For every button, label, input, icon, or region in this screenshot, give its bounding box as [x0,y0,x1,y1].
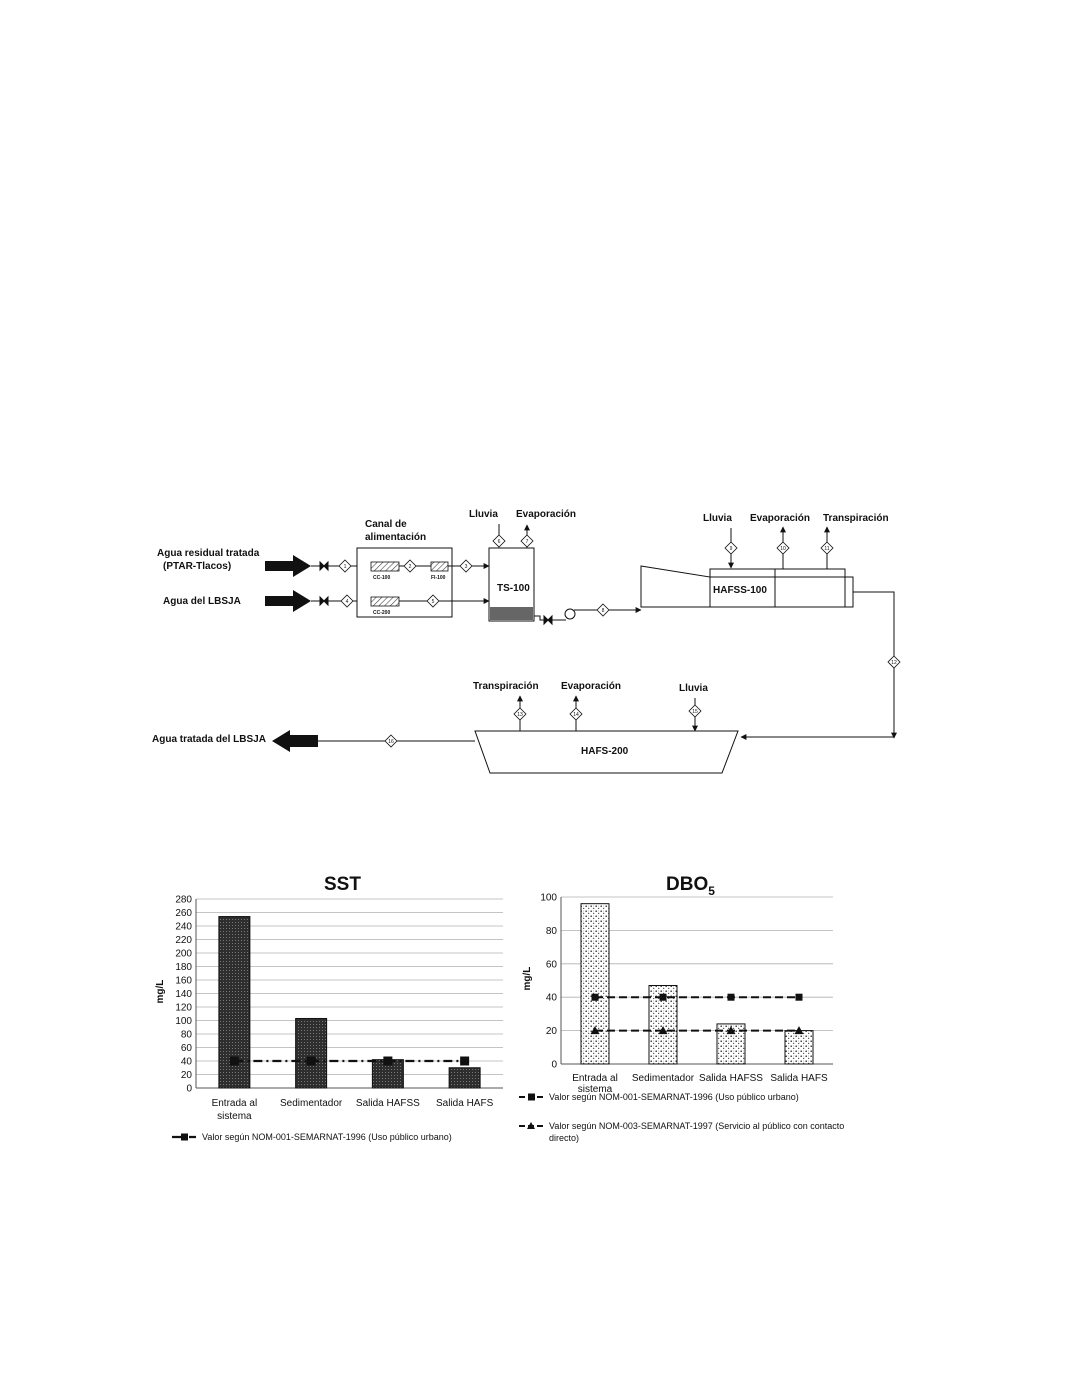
bar [785,1031,813,1064]
stream-number: 13 [517,712,523,718]
stream-marker [493,535,505,547]
x-tick-label: Entrada al [211,1098,258,1109]
stream-number: 6 [497,539,501,545]
y-tick-label: 60 [545,959,557,971]
stream-number: 11 [824,546,830,552]
legend-entry [172,1132,452,1142]
stream-number: 15 [692,709,698,715]
pump-icon [565,609,575,619]
line-point [592,994,599,1001]
cc100-label: CC-100 [373,575,391,581]
x-tick-label: Sedimentador [279,1098,343,1109]
cc100-unit [371,562,399,571]
ts100-evaporacion-label: Evaporación [516,509,577,520]
y-tick-label: 100 [175,1016,192,1027]
hafs-transpiracion-label: Transpiración [473,681,539,692]
hafss-lluvia-label: Lluvia [703,513,732,524]
y-tick-label: 180 [175,962,192,973]
stream-marker [888,656,900,668]
stream-number: 9 [729,546,733,552]
output-arrow [272,730,318,752]
legend-entry [519,1092,799,1102]
line-point [230,1057,239,1066]
x-tick-label: Salida HAFSS [355,1098,420,1109]
canal-label-1: Canal de [365,519,407,530]
input-arrow-2 [265,590,311,612]
stream-marker [521,535,533,547]
y-tick-label: 200 [175,948,192,960]
chart-title-subscript: 5 [708,884,715,898]
stream-marker [821,542,833,554]
fi100-label: FI-100 [431,575,446,581]
stream-marker [570,708,582,720]
line-point [383,1057,392,1066]
stream-number: 16 [388,739,394,745]
y-tick-label: 0 [186,1083,192,1095]
stream-marker [725,542,737,554]
chart-title: SST [324,874,361,895]
hafs-evaporacion-label: Evaporación [561,681,622,692]
x-tick-label: Sedimentador [631,1073,695,1084]
stream-number: 12 [891,660,897,666]
cc200-unit [371,597,399,606]
y-tick-label: 80 [180,1029,192,1041]
y-axis-label: mg/L [155,979,166,1004]
legend-label: Valor según NOM-003-SEMARNAT-1997 (Servicio al público con contacto [549,1121,845,1131]
stream-number: 7 [525,539,529,545]
x-tick-label: Salida HAFSS [699,1073,763,1084]
y-tick-label: 20 [180,1070,192,1081]
y-tick-label: 220 [175,935,192,946]
stream-marker [341,595,353,607]
input-label-agua-residual: Agua residual tratada [157,548,260,559]
chart-title: $DBO_5$ [666,874,715,898]
cc200-label: CC-200 [373,610,391,616]
hafs-lluvia-label: Lluvia [679,683,708,694]
ts100-lluvia-label: Lluvia [469,509,498,520]
process-flow-diagram [152,509,900,773]
stream-number: 3 [464,564,468,570]
stream-marker [427,595,439,607]
y-tick-label: 120 [175,1002,192,1014]
valve-icon-3 [544,616,552,624]
bar [449,1068,480,1088]
x-tick-label: Salida HAFS [770,1073,828,1084]
output-label: Agua tratada del LBSJA [152,734,266,745]
y-tick-label: 0 [551,1059,557,1071]
input-label-agua-lbsja: Agua del LBSJA [163,596,241,607]
stream-marker [689,705,701,717]
stream-marker [460,560,472,572]
legend-entry [519,1121,844,1143]
y-axis-label: mg/L [522,966,533,991]
input-arrow-1 [265,555,311,577]
y-tick-label: 260 [175,908,192,919]
hafs200-label: HAFS-200 [581,746,629,757]
hafss-transpiracion-label: Transpiración [823,513,889,524]
legend-label: Valor según NOM-001-SEMARNAT-1996 (Uso público urbano) [202,1132,452,1142]
line-point [660,994,667,1001]
y-tick-label: 160 [175,975,192,987]
y-tick-label: 140 [175,989,192,1000]
stream-marker [777,542,789,554]
stream-marker [514,708,526,720]
stream-number: 1 [343,564,347,570]
bar [581,904,609,1064]
hafss-evaporacion-label: Evaporación [750,513,811,524]
y-tick-label: 40 [180,1056,192,1068]
x-tick-label: Salida HAFS [436,1098,494,1109]
y-tick-label: 60 [180,1043,192,1054]
stream-marker [385,735,397,747]
line-point [307,1057,316,1066]
y-tick-label: 20 [545,1026,557,1038]
x-tick-label: Entrada al [572,1073,618,1084]
sst-chart [155,874,503,1142]
stream-number: 8 [601,608,605,614]
stream-marker [404,560,416,572]
y-tick-label: 100 [540,892,557,904]
stream-markers [339,535,900,747]
x-tick-label: sistema [577,1084,613,1095]
line-point [796,994,803,1001]
line-point [460,1057,469,1066]
y-tick-label: 80 [545,925,557,937]
line-point [728,994,735,1001]
stream-marker [339,560,351,572]
legend-label: Valor según NOM-001-SEMARNAT-1996 (Uso público urbano) [549,1092,799,1102]
input-label-ptar: (PTAR-Tlacos) [163,561,232,572]
stream-number: 10 [780,546,786,552]
canal-alimentacion-box [357,548,452,617]
stream-number: 14 [573,712,579,718]
stream-number: 5 [431,599,435,605]
stream-number: 4 [345,599,349,605]
bar [296,1018,327,1088]
canal-label-2: alimentación [365,532,427,543]
y-tick-label: 240 [175,921,192,933]
ts100-sediment [490,607,533,620]
legend-label: directo) [549,1133,580,1143]
y-tick-label: 280 [175,894,192,906]
stream-number: 2 [408,564,412,570]
x-tick-label: sistema [217,1111,252,1122]
y-tick-label: 40 [545,992,557,1004]
dbo5-chart [519,874,844,1143]
stream-marker [597,604,609,616]
ts100-label: TS-100 [497,583,530,594]
hafss100-label: HAFSS-100 [713,585,767,596]
fi100-unit [431,562,448,571]
